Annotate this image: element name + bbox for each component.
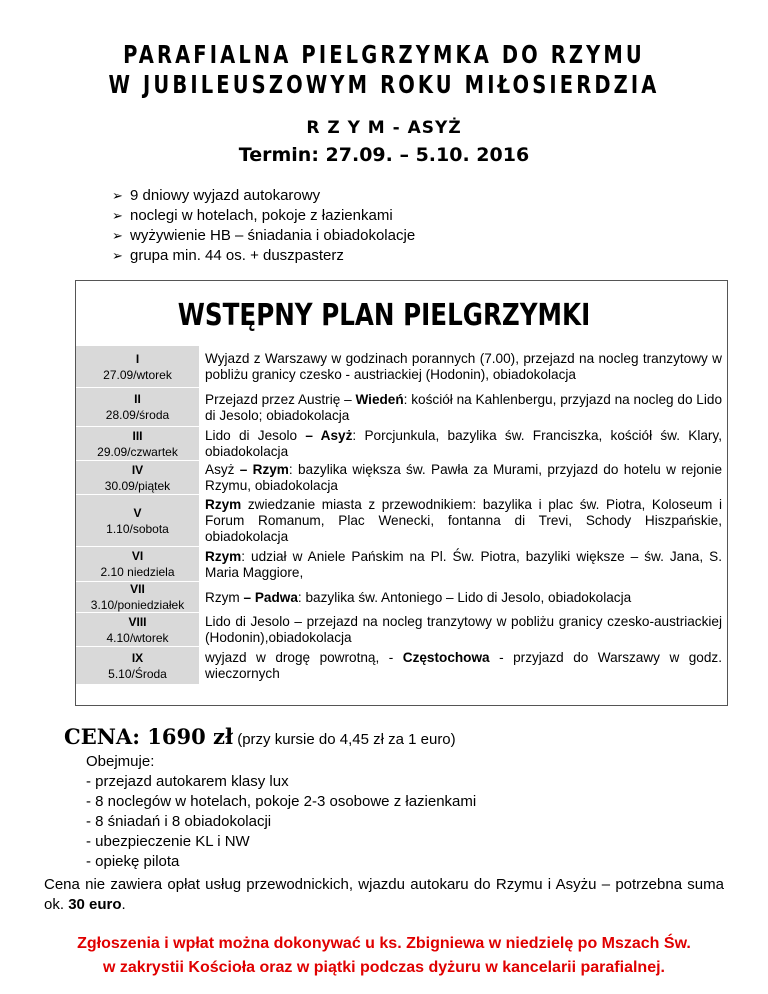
arrow-bullet-icon: ➢: [112, 248, 123, 263]
day-description: Lido di Jesolo – przejazd na nocleg tranzytowy w pobliżu granicy czesko-austriackiej (Hodonin),obiadokolacja: [205, 614, 722, 645]
arrow-bullet-icon: ➢: [112, 208, 123, 223]
day-column: [76, 346, 199, 685]
day-description: Rzym: udział w Aniele Pańskim na Pl. Św. Piotra, bazyliki większe – św. Jana, S. Maria Maggiore,: [205, 548, 722, 580]
registration-line-1: Zgłoszenia i wpłat można dokonywać u ks. Zbigniewa w niedzielę po Mszach Św.: [77, 935, 691, 952]
day-description: Lido di Jesolo – Asyż: Porcjunkula, bazylika św. Franciszka, kościół św. Klary, obiadokolacja: [205, 428, 722, 459]
day-cell: [76, 582, 199, 613]
day-date: 5.10/Środa: [108, 666, 167, 681]
day-cell: [76, 647, 199, 685]
includes: [86, 752, 476, 872]
day-number: III: [132, 428, 143, 443]
title-line-1: PARAFIALNA PIELGRZYMKA DO RZYMU: [123, 40, 645, 69]
day-date: 3.10/poniedziałek: [90, 598, 185, 612]
day-cell: [76, 461, 199, 495]
day-cell: [76, 346, 199, 388]
arrow-bullet-icon: ➢: [112, 188, 123, 203]
list-item: - przejazd autokarem klasy lux: [86, 773, 289, 790]
day-date: 30.09/piątek: [104, 478, 171, 493]
registration-line-2: w zakrystii Kościoła oraz w piątki podczas dyżuru w kancelarii parafialnej.: [103, 959, 665, 976]
price: [64, 724, 456, 749]
exclusions-note: Cena nie zawiera opłat usług przewodnickich, wjazdu autokaru do Rzymu i Asyżu – potrzebna suma ok. 30 euro.: [44, 876, 724, 913]
day-date: 27.09/wtorek: [103, 367, 172, 382]
term: Termin: 27.09. – 5.10. 2016: [238, 144, 530, 166]
day-date: 28.09/środa: [105, 408, 170, 422]
day-description: Asyż – Rzym: bazylika większa św. Pawła za Murami, przyjazd do hotelu w rejonie Rzymu, obiadokolacja: [205, 462, 723, 493]
plan-title: WSTĘPNY PLAN PIELGRZYMKI: [177, 298, 591, 333]
day-description: Rzym – Padwa: bazylika św. Antoniego – Lido di Jesolo, obiadokolacja: [205, 589, 632, 605]
list-item: ➢ noclegi w hotelach, pokoje z łazienkami: [112, 207, 393, 224]
feature-list: [112, 186, 415, 266]
day-date: 2.10 niedziela: [100, 565, 175, 579]
description-column: [205, 346, 722, 685]
day-cell: [76, 547, 199, 582]
list-item: ➢ grupa min. 44 os. + duszpasterz: [112, 247, 344, 264]
list-item: ➢ wyżywienie HB – śniadania i obiadokolacje: [112, 227, 416, 244]
list-item: - ubezpieczenie KL i NW: [86, 833, 250, 850]
day-cell: [76, 388, 199, 427]
list-item: - 8 śniadań i 8 obiadokolacji: [86, 813, 272, 830]
day-date: 29.09/czwartek: [97, 444, 178, 459]
day-description: Wyjazd z Warszawy w godzinach porannych (7.00), przejazd na nocleg tranzytowy w pobliżu granicy czesko - austriackiej (Hodonin), obiadokolacja: [205, 351, 722, 382]
list-item: - opiekę pilota: [86, 853, 180, 870]
day-description: Rzym zwiedzanie miasta z przewodnikiem: bazylika i plac św. Piotra, Koloseum i Forum Romanum, Plac Wenecki, fontanna di Trevi, Schody Hiszpańskie, obiadokolacja: [205, 497, 722, 544]
day-number: IX: [131, 650, 144, 665]
day-number: V: [133, 505, 142, 520]
day-date: 4.10/wtorek: [106, 630, 169, 645]
day-number: I: [135, 351, 140, 366]
arrow-bullet-icon: ➢: [112, 228, 123, 243]
list-item: ➢ 9 dniowy wyjazd autokarowy: [112, 187, 321, 204]
day-description: Przejazd przez Austrię – Wiedeń: kościół na Kahlenbergu, przyjazd na nocleg do Lido di Jesolo; obiadokolacja: [205, 391, 723, 423]
day-number: II: [134, 392, 141, 406]
exclusions-amount: 30 euro: [68, 896, 122, 913]
day-description: wyjazd w drogę powrotną, - Częstochowa - przyjazd do Warszawy w godz. wieczornych: [205, 650, 722, 681]
day-cell: [76, 495, 199, 547]
title-line-2: W JUBILEUSZOWYM ROKU MIŁOSIERDZIA: [108, 70, 660, 99]
day-cell: [76, 613, 199, 647]
price-label: CENA: 1690 zł: [64, 724, 234, 749]
list-item: - 8 noclegów w hotelach, pokoje 2-3 osobowe z łazienkami: [86, 793, 477, 810]
route: R Z Y M - ASYŻ: [306, 118, 462, 138]
day-cell: [76, 427, 199, 461]
day-number: VIII: [128, 614, 147, 629]
day-date: 1.10/sobota: [106, 521, 169, 536]
registration-info: [0, 932, 768, 980]
day-number: VII: [130, 582, 145, 596]
day-number: IV: [131, 462, 144, 477]
includes-heading: Obejmuje:: [86, 753, 155, 770]
day-number: VI: [131, 549, 144, 563]
price-note: (przy kursie do 4,45 zł za 1 euro): [237, 731, 456, 748]
